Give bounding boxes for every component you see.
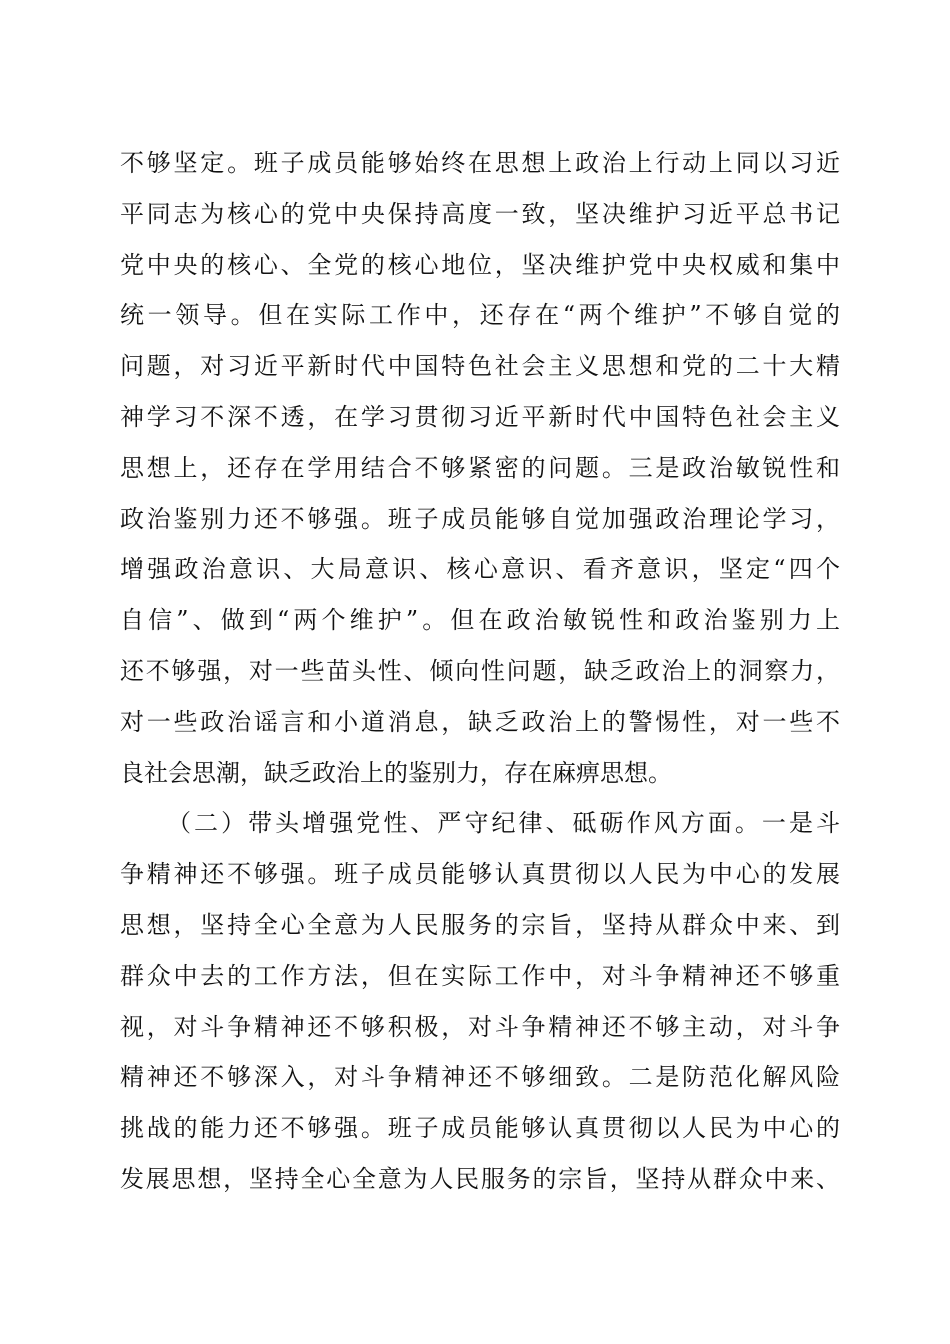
text-line: 争精神还不够强。班子成员能够认真贯彻以人民为中心的发展	[120, 860, 840, 889]
text-line: 自信”、做到“两个维护”。但在政治敏锐性和政治鉴别力上	[120, 606, 840, 635]
text-line: 平同志为核心的党中央保持高度一致，坚决维护习近平总书记	[120, 199, 840, 228]
text-line: 思想上，还存在学用结合不够紧密的问题。三是政治敏锐性和	[120, 453, 840, 482]
text-line: 神学习不深不透，在学习贯彻习近平新时代中国特色社会主义	[120, 402, 840, 431]
text-line: 群众中去的工作方法，但在实际工作中，对斗争精神还不够重	[120, 961, 840, 990]
text-line: 挑战的能力还不够强。班子成员能够认真贯彻以人民为中心的	[120, 1114, 840, 1143]
text-line: 增强政治意识、大局意识、核心意识、看齐意识，坚定“四个	[120, 555, 840, 584]
paragraph-end-line: 良社会思潮，缺乏政治上的鉴别力，存在麻痹思想。	[120, 758, 672, 787]
text-line: 还不够强，对一些苗头性、倾向性问题，缺乏政治上的洞察力，	[120, 656, 840, 685]
text-line: 精神还不够深入，对斗争精神还不够细致。二是防范化解风险	[120, 1063, 840, 1092]
text-line: 党中央的核心、全党的核心地位，坚决维护党中央权威和集中	[120, 250, 840, 279]
text-line: 问题，对习近平新时代中国特色社会主义思想和党的二十大精	[120, 352, 840, 381]
section-heading-line: （二）带头增强党性、严守纪律、砥砺作风方面。一是斗	[167, 809, 840, 838]
text-line: 不够坚定。班子成员能够始终在思想上政治上行动上同以习近	[120, 149, 840, 177]
text-line: 发展思想，坚持全心全意为人民服务的宗旨，坚持从群众中来、	[120, 1164, 840, 1193]
text-line: 对一些政治谣言和小道消息，缺乏政治上的警惕性，对一些不	[120, 707, 840, 736]
text-line: 视，对斗争精神还不够积极，对斗争精神还不够主动，对斗争	[120, 1012, 840, 1041]
body-text	[120, 138, 840, 1205]
text-line: 政治鉴别力还不够强。班子成员能够自觉加强政治理论学习，	[120, 504, 840, 533]
text-line: 统一领导。但在实际工作中，还存在“两个维护”不够自觉的	[120, 301, 840, 330]
text-line: 思想，坚持全心全意为人民服务的宗旨，坚持从群众中来、到	[120, 910, 840, 939]
